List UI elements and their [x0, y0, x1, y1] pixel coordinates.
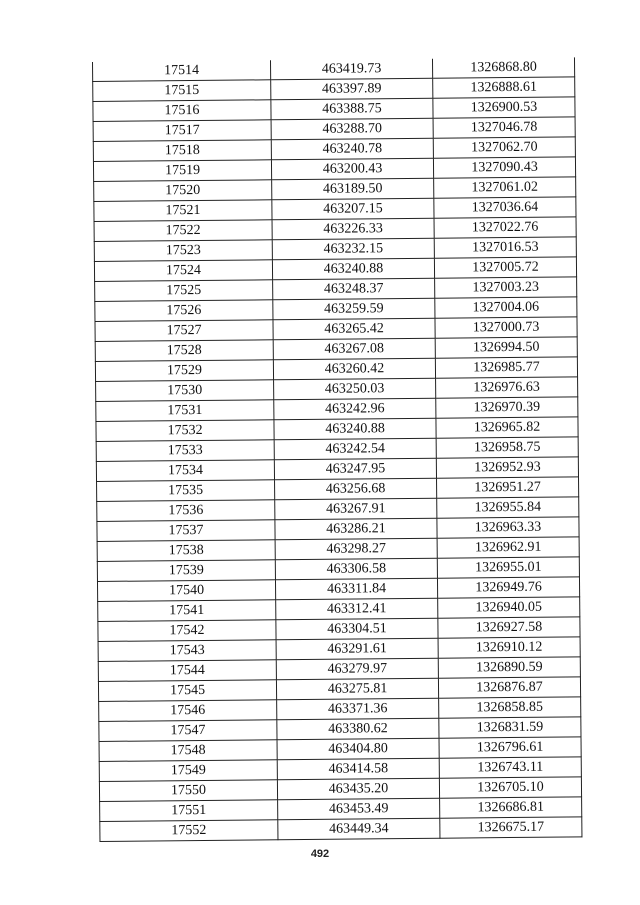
point-id-cell: 17535	[97, 480, 275, 502]
y-coordinate-cell: 1326831.59	[439, 717, 581, 738]
point-id-cell: 17526	[95, 300, 273, 322]
point-id-cell: 17545	[98, 680, 276, 702]
x-coordinate-cell: 463414.58	[277, 758, 439, 780]
point-id-cell: 17527	[95, 320, 273, 342]
x-coordinate-cell: 463397.89	[271, 78, 433, 100]
point-id-cell: 17542	[98, 620, 276, 642]
point-id-cell: 17517	[93, 120, 271, 142]
x-coordinate-cell: 463260.42	[273, 358, 435, 380]
y-coordinate-cell: 1326940.05	[438, 597, 580, 618]
point-id-cell: 17515	[93, 80, 271, 102]
table-row	[100, 817, 582, 842]
x-coordinate-cell: 463449.34	[278, 818, 440, 840]
point-id-cell: 17531	[96, 400, 274, 422]
point-id-cell: 17548	[99, 740, 277, 762]
x-coordinate-cell: 463240.88	[274, 418, 436, 440]
x-coordinate-cell: 463404.80	[277, 738, 439, 760]
y-coordinate-cell: 1326994.50	[435, 337, 577, 358]
point-id-cell: 17529	[95, 360, 273, 382]
point-id-cell: 17514	[92, 60, 270, 81]
x-coordinate-cell: 463291.61	[276, 638, 438, 660]
y-coordinate-cell: 1327046.78	[433, 117, 575, 138]
x-coordinate-cell: 463207.15	[272, 198, 434, 220]
x-coordinate-cell: 463256.68	[275, 478, 437, 500]
point-id-cell: 17534	[96, 460, 274, 482]
x-coordinate-cell: 463298.27	[275, 538, 437, 560]
y-coordinate-cell: 1326927.58	[438, 617, 580, 638]
y-coordinate-cell: 1326958.75	[436, 437, 578, 458]
y-coordinate-cell: 1326949.76	[437, 577, 579, 598]
x-coordinate-cell: 463247.95	[274, 458, 436, 480]
point-id-cell: 17544	[98, 660, 276, 682]
x-coordinate-cell: 463267.08	[273, 338, 435, 360]
y-coordinate-cell: 1326796.61	[439, 737, 581, 758]
y-coordinate-cell: 1326955.01	[437, 557, 579, 578]
point-id-cell: 17539	[97, 560, 275, 582]
x-coordinate-cell: 463435.20	[277, 778, 439, 800]
point-id-cell: 17538	[97, 540, 275, 562]
point-id-cell: 17532	[96, 420, 274, 442]
y-coordinate-cell: 1326858.85	[439, 697, 581, 718]
coordinates-table-body	[92, 57, 581, 841]
x-coordinate-cell: 463267.91	[275, 498, 437, 520]
x-coordinate-cell: 463419.73	[270, 59, 432, 80]
x-coordinate-cell: 463388.75	[271, 98, 433, 120]
point-id-cell: 17533	[96, 440, 274, 462]
y-coordinate-cell: 1326868.80	[432, 57, 574, 78]
point-id-cell: 17551	[100, 800, 278, 822]
point-id-cell: 17521	[94, 200, 272, 222]
x-coordinate-cell: 463240.88	[272, 258, 434, 280]
y-coordinate-cell: 1327062.70	[433, 137, 575, 158]
y-coordinate-cell: 1326963.33	[437, 517, 579, 538]
y-coordinate-cell: 1326970.39	[436, 397, 578, 418]
point-id-cell: 17552	[100, 820, 278, 842]
x-coordinate-cell: 463265.42	[273, 318, 435, 340]
y-coordinate-cell: 1326910.12	[438, 637, 580, 658]
y-coordinate-cell: 1327090.43	[433, 157, 575, 178]
x-coordinate-cell: 463259.59	[273, 298, 435, 320]
y-coordinate-cell: 1327004.06	[435, 297, 577, 318]
y-coordinate-cell: 1326705.10	[439, 777, 581, 798]
y-coordinate-cell: 1326890.59	[438, 657, 580, 678]
point-id-cell: 17549	[99, 760, 277, 782]
x-coordinate-cell: 463286.21	[275, 518, 437, 540]
x-coordinate-cell: 463242.54	[274, 438, 436, 460]
point-id-cell: 17516	[93, 100, 271, 122]
x-coordinate-cell: 463380.62	[277, 718, 439, 740]
point-id-cell: 17547	[99, 720, 277, 742]
point-id-cell: 17546	[99, 700, 277, 722]
point-id-cell: 17536	[97, 500, 275, 522]
y-coordinate-cell: 1327003.23	[435, 277, 577, 298]
y-coordinate-cell: 1326962.91	[437, 537, 579, 558]
y-coordinate-cell: 1327000.73	[435, 317, 577, 338]
x-coordinate-cell: 463242.96	[274, 398, 436, 420]
point-id-cell: 17525	[95, 280, 273, 302]
x-coordinate-cell: 463304.51	[276, 618, 438, 640]
point-id-cell: 17518	[93, 140, 271, 162]
point-id-cell: 17550	[99, 780, 277, 802]
x-coordinate-cell: 463275.81	[276, 678, 438, 700]
y-coordinate-cell: 1326985.77	[435, 357, 577, 378]
y-coordinate-cell: 1326876.87	[438, 677, 580, 698]
y-coordinate-cell: 1327022.76	[434, 217, 576, 238]
y-coordinate-cell: 1327016.53	[434, 237, 576, 258]
point-id-cell: 17523	[94, 240, 272, 262]
x-coordinate-cell: 463288.70	[271, 118, 433, 140]
point-id-cell: 17522	[94, 220, 272, 242]
y-coordinate-cell: 1326900.53	[433, 97, 575, 118]
x-coordinate-cell: 463306.58	[275, 558, 437, 580]
point-id-cell: 17528	[95, 340, 273, 362]
y-coordinate-cell: 1326686.81	[440, 797, 582, 818]
point-id-cell: 17541	[98, 600, 276, 622]
point-id-cell: 17530	[96, 380, 274, 402]
point-id-cell: 17519	[93, 160, 271, 182]
point-id-cell: 17524	[94, 260, 272, 282]
x-coordinate-cell: 463226.33	[272, 218, 434, 240]
y-coordinate-cell: 1326952.93	[436, 457, 578, 478]
y-coordinate-cell: 1326976.63	[436, 377, 578, 398]
page-number: 492	[310, 848, 330, 860]
y-coordinate-cell: 1327036.64	[434, 197, 576, 218]
point-id-cell: 17540	[97, 580, 275, 602]
y-coordinate-cell: 1326743.11	[439, 757, 581, 778]
x-coordinate-cell: 463189.50	[272, 178, 434, 200]
coordinates-table	[92, 57, 582, 842]
x-coordinate-cell: 463453.49	[278, 798, 440, 820]
x-coordinate-cell: 463311.84	[275, 578, 437, 600]
y-coordinate-cell: 1327061.02	[434, 177, 576, 198]
x-coordinate-cell: 463279.97	[276, 658, 438, 680]
x-coordinate-cell: 463248.37	[273, 278, 435, 300]
point-id-cell: 17520	[94, 180, 272, 202]
x-coordinate-cell: 463240.78	[271, 138, 433, 160]
x-coordinate-cell: 463371.36	[277, 698, 439, 720]
y-coordinate-cell: 1326965.82	[436, 417, 578, 438]
y-coordinate-cell: 1327005.72	[434, 257, 576, 278]
point-id-cell: 17537	[97, 520, 275, 542]
x-coordinate-cell: 463232.15	[272, 238, 434, 260]
y-coordinate-cell: 1326951.27	[437, 477, 579, 498]
y-coordinate-cell: 1326888.61	[433, 77, 575, 98]
y-coordinate-cell: 1326675.17	[440, 817, 582, 838]
x-coordinate-cell: 463200.43	[271, 158, 433, 180]
x-coordinate-cell: 463312.41	[276, 598, 438, 620]
y-coordinate-cell: 1326955.84	[437, 497, 579, 518]
point-id-cell: 17543	[98, 640, 276, 662]
x-coordinate-cell: 463250.03	[274, 378, 436, 400]
